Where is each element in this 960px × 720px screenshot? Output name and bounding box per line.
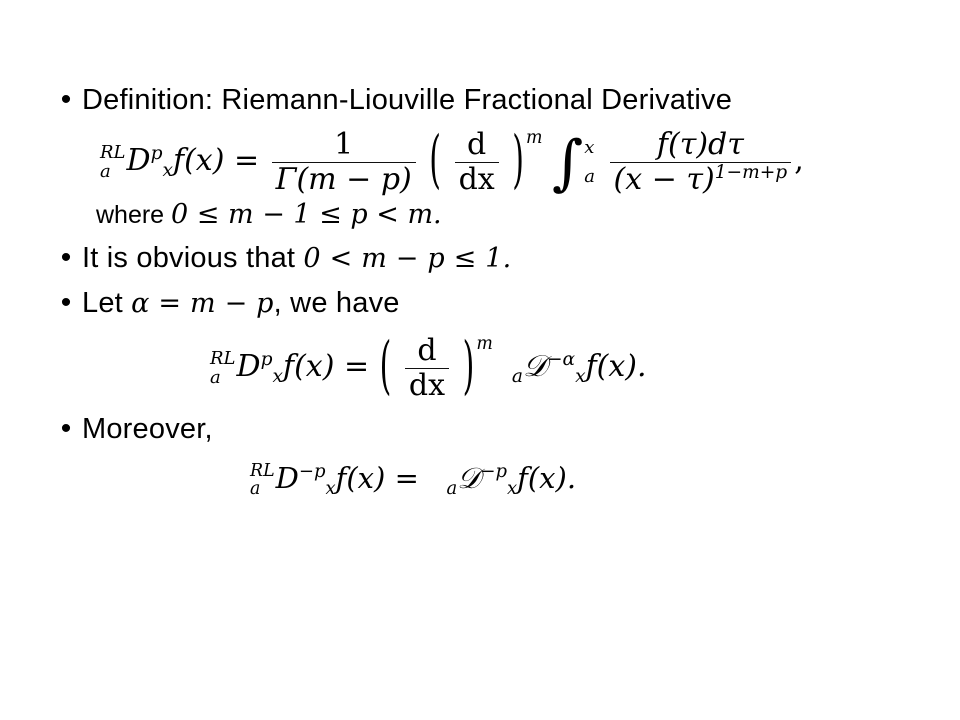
integral-upper-limit: x	[584, 136, 595, 158]
let-math: α = m − p	[131, 288, 274, 320]
fraction-numerator: 1	[334, 127, 354, 163]
bullet-let-text	[82, 283, 900, 324]
bullet-moreover-text: Moreover,	[82, 412, 213, 445]
left-paren: (	[379, 329, 392, 404]
integrand-denominator: $(x - \tau)^{1-m+p}$	[610, 162, 792, 197]
equation-rl-negp-body	[250, 461, 576, 499]
bullet-marker: •	[60, 411, 72, 445]
right-sup-minus-p: −p	[480, 460, 507, 482]
integral-limits	[584, 136, 595, 187]
left-paren: (	[429, 123, 442, 197]
where-label: where	[96, 201, 172, 230]
right-sub-x: x	[575, 366, 586, 388]
operator-sub-x: x	[162, 160, 173, 182]
right-function-fx: f(x).	[585, 349, 647, 385]
equals-sign: =	[233, 143, 260, 179]
function-fx: f(x)	[335, 460, 386, 495]
equation-rl-alpha-body	[210, 329, 647, 404]
integral-sign: ∫	[552, 128, 584, 199]
prescript-RL-a: RL a	[210, 348, 236, 389]
prescript-RL-a: RL a	[100, 142, 126, 182]
bullet-obvious-text	[82, 238, 900, 279]
trailing-comma: ,	[794, 143, 804, 179]
integral-lower-limit: a	[584, 165, 595, 187]
where-condition-line	[96, 198, 900, 232]
equals-sign: =	[394, 460, 419, 495]
fraction-denominator: Γ(m − p)	[272, 162, 416, 197]
right-paren: )	[462, 329, 475, 404]
operator-sup-minus-p: −p	[298, 460, 326, 482]
function-fx: f(x)	[282, 349, 335, 385]
right-operator-script-D: 𝒟	[522, 349, 547, 385]
bullet-let	[50, 283, 900, 324]
bullet-definition-text: Definition: Riemann-Liouville Fractional Derivative	[82, 84, 733, 116]
equation-rl-alpha	[50, 329, 900, 404]
dx-denominator: dx	[455, 162, 499, 197]
integrand-numerator: f(τ)dτ	[656, 127, 744, 162]
equation-rl-negp	[50, 461, 900, 499]
bullet-obvious	[50, 238, 900, 279]
right-prescript-a: a	[511, 366, 523, 388]
fraction-integrand	[610, 128, 792, 196]
equation-rl-definition	[60, 123, 900, 199]
d-numerator: d	[417, 333, 437, 369]
bullet-marker: •	[60, 286, 72, 320]
function-fx: f(x)	[172, 143, 225, 179]
bullet-moreover	[50, 409, 900, 449]
bullet-definition	[50, 80, 900, 120]
let-prefix: Let	[82, 287, 132, 320]
equals-sign: =	[343, 349, 370, 385]
prescript-RL-a: RL a	[250, 460, 275, 500]
operator-sup-p: p	[260, 349, 273, 371]
power-m: m	[476, 334, 493, 355]
right-sup-minus-alpha: −α	[546, 349, 576, 371]
power-m: m	[525, 128, 543, 149]
operator-sub-x: x	[325, 477, 336, 499]
fraction-d-dx	[455, 128, 499, 196]
equation-rl-definition-body	[100, 123, 804, 199]
dx-denominator: dx	[405, 368, 449, 403]
operator-D: D	[275, 460, 299, 495]
fraction-d-dx	[405, 334, 449, 402]
d-numerator: d	[467, 127, 487, 163]
operator-D: D	[236, 349, 261, 385]
operator-sup-p: p	[150, 143, 163, 165]
where-math: 0 ≤ m − 1 ≤ p < m.	[171, 199, 442, 231]
bullet-marker: •	[60, 83, 72, 116]
obvious-math: 0 < m − p ≤ 1.	[303, 243, 512, 275]
operator-D: D	[126, 143, 151, 179]
right-paren: )	[512, 123, 524, 197]
right-function-fx: f(x).	[517, 460, 577, 495]
right-sub-x: x	[506, 477, 518, 499]
integrand-exponent: 1−m+p	[714, 161, 788, 183]
let-suffix: , we have	[273, 287, 400, 320]
obvious-prefix: It is obvious that	[82, 242, 304, 275]
fraction-one-over-gamma	[272, 128, 416, 196]
right-prescript-a: a	[446, 477, 458, 499]
operator-sub-x: x	[272, 366, 283, 388]
bullet-marker: •	[60, 241, 72, 275]
right-operator-script-D: 𝒟	[457, 460, 481, 495]
